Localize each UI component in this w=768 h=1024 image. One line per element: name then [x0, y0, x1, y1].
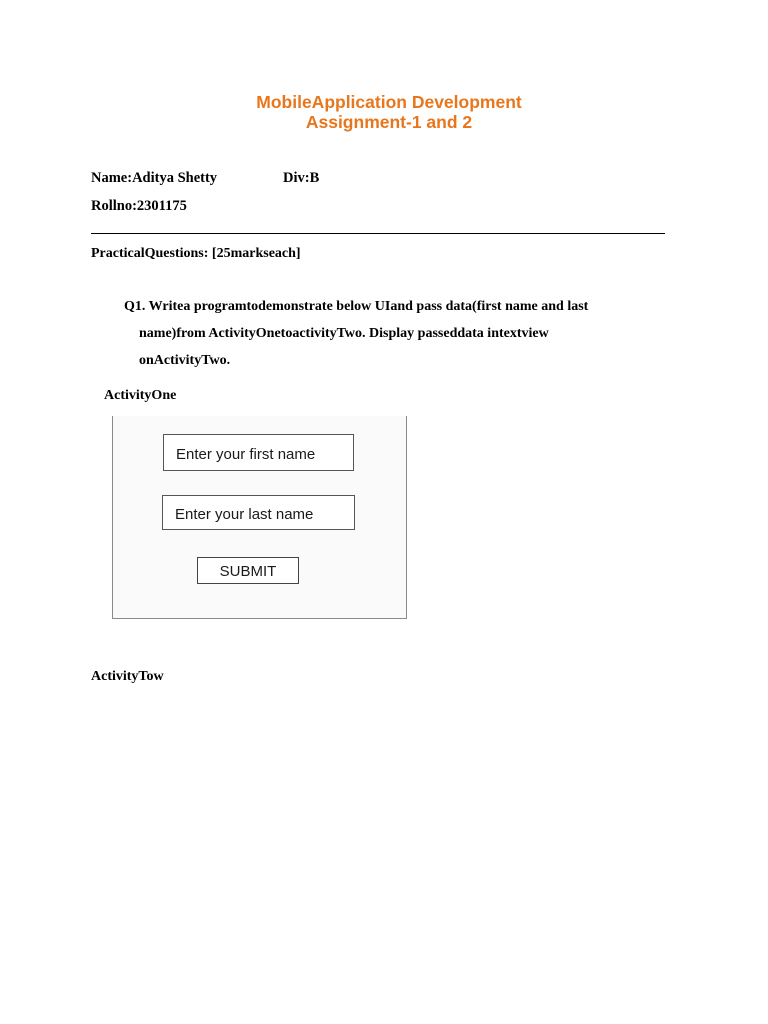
question-line: onActivityTwo. [139, 353, 231, 368]
title-line-2: Assignment-1 and 2 [305, 112, 473, 132]
first-name-field-mockup: Enter your first name [163, 434, 354, 471]
question-line: name)from ActivityOnetoactivityTwo. Display passeddata intextview [139, 326, 549, 341]
horizontal-rule [91, 233, 665, 234]
document-title [10, 92, 768, 132]
section-heading: PracticalQuestions: [25markseach] [91, 246, 301, 261]
student-roll-number: Rollno:2301175 [91, 198, 187, 214]
last-name-field-mockup: Enter your last name [162, 495, 355, 530]
activity-one-mockup [112, 416, 407, 619]
title-line-1: MobileApplication Development [256, 92, 522, 112]
submit-button-mockup: SUBMIT [197, 557, 299, 584]
activity-one-label: ActivityOne [104, 388, 177, 403]
student-name: Name:Aditya Shetty [91, 170, 218, 186]
question-line: Q1. Writea programtodemonstrate below UIand pass data(first name and last [124, 299, 589, 314]
activity-two-label: ActivityTow [91, 669, 164, 684]
student-division: Div:B [283, 170, 320, 186]
